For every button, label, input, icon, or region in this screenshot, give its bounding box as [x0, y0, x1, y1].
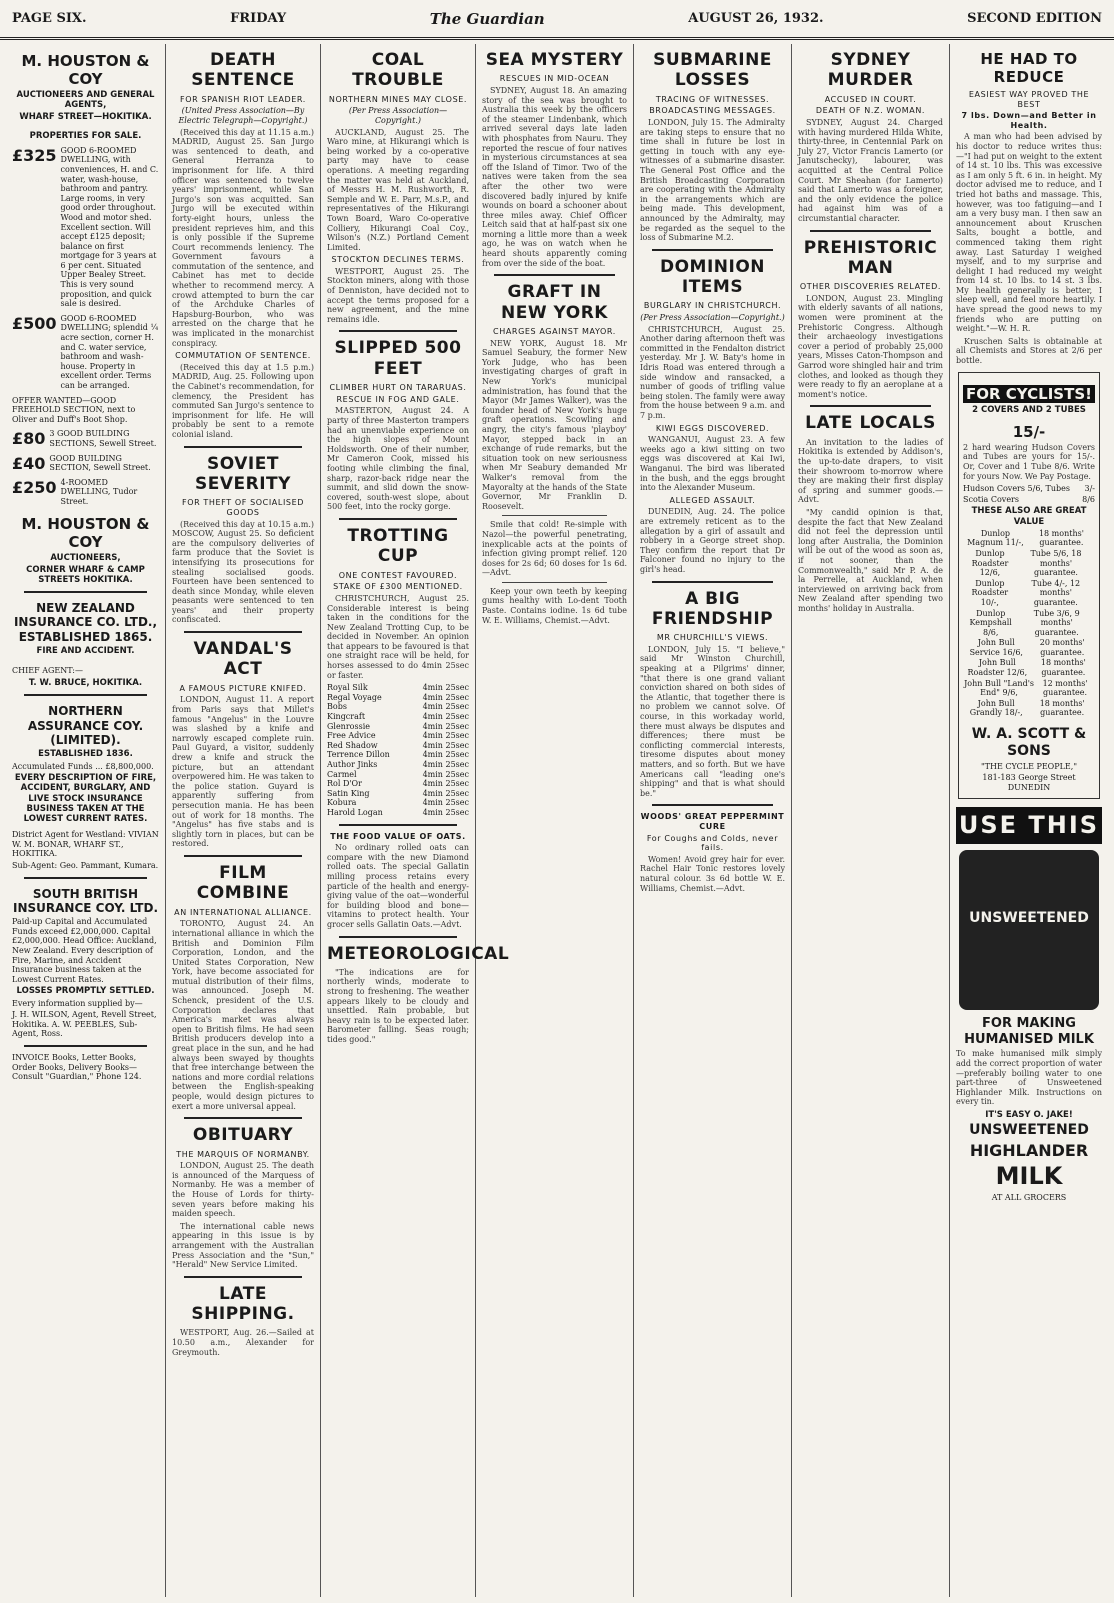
- advert-heading: WOODS' GREAT PEPPERMINT CURE: [640, 812, 785, 831]
- column-5: [634, 44, 792, 1597]
- divider: [652, 581, 773, 583]
- divider: [652, 804, 773, 806]
- subhead: TRACING OF WITNESSES.: [655, 94, 770, 104]
- headline-obituary: OBITUARY: [192, 1125, 294, 1146]
- firm-role: AUCTIONEERS AND GENERAL AGENTS,: [16, 90, 155, 111]
- advert-text: 2 hard wearing Hudson Covers and Tubes are yours for 15/-. Or, Cover and 1 Tube 8/6. Write for yours Now. We Pay Postage.: [963, 442, 1095, 481]
- advert-text: To make humanised milk simply add the correct proportion of water—preferably boiling water to one part-three of Unsweetened Highlander Milk. Instructions on every tin.: [956, 1049, 1102, 1107]
- divider: [652, 249, 773, 251]
- masthead: [0, 0, 1114, 40]
- subhead: EASIEST WAY PROVED THE BEST: [968, 90, 1090, 109]
- day: FRIDAY: [230, 11, 287, 26]
- subhead: COMMUTATION OF SENTENCE.: [175, 351, 311, 361]
- result-row: Author Jinks 4min 25sec: [327, 760, 469, 769]
- article-body: WESTPORT, Aug. 26.—Sailed at 10.50 a.m., Alexander for Greymouth.: [172, 1328, 314, 1357]
- headline-meteorological: METEOROLOGICAL: [327, 943, 510, 964]
- article-body: LONDON, August 11. A report from Paris says that Millet's famous "Angelus" in the Louvre was slashed by a knife and narrowly escaped complete ruin. Paul Guyard, a visitor, suddenly drew a knife and struck the picture, but an attendant overpowered him. He was taken to the police station. Guyard is apparently suffering from persecution mania. He has been out of work for 18 months. The "Angelus" has five stabs and is slightly torn in places, but can be restored.: [172, 695, 314, 849]
- column-7-advertisements: [950, 44, 1108, 1597]
- headline-death-sentence: DEATH SENTENCE: [191, 50, 295, 91]
- northern-description: EVERY DESCRIPTION OF FIRE, ACCIDENT, BURGLARY, AND LIVE STOCK INSURANCE BUSINESS TAKEN AT THE LOWEST CURRENT RATES.: [14, 773, 157, 824]
- fire-accident: FIRE AND ACCIDENT.: [36, 646, 135, 657]
- subhead: CHARGES AGAINST MAYOR.: [493, 327, 616, 337]
- article-body: WANGANUI, August 23. A few weeks ago a kiwi sitting on two eggs was discovered at Kai Iwi, Wanganui. The bird was liberated in the bush, and the eggs brought into the Alexander Museum.: [640, 435, 785, 493]
- article-body: DUNEDIN, Aug. 24. The police are extremely reticent as to the allegation by a girl of assault and robbery in a George street shop. They confirm the report that Dr Falconer found no injury to the girl's head.: [640, 507, 785, 574]
- subhead: ACCUSED IN COURT.: [824, 94, 917, 104]
- subhead: STAKE OF £300 MENTIONED.: [333, 582, 463, 592]
- tire-row: Dunlop Roadster 12/6, Tube 5/6, 18 months' guarantee.: [971, 548, 1082, 578]
- edition: SECOND EDITION: [967, 11, 1102, 26]
- covers-tubes: 2 COVERS AND 2 TUBES: [972, 404, 1086, 415]
- result-row: Royal Silk 4min 25sec: [327, 683, 469, 693]
- property-listing: OFFER WANTED—GOOD FREEHOLD SECTION, next to Oliver and Duff's Boot Shop.: [12, 395, 136, 424]
- article-body: AUCKLAND, August 25. The Waro mine, at Hikurangi which is being worked by a co-operative party may have to cease operations. A meeting regarding the matter was held at Auckland, of Messrs H. M. Rushworth, R. Semple and W. E. Parr, M.s.P., and representatives of the Hikurangi Town Board, Waro Co-operative Colliery, Hikurangi Coal Coy., Wilson's (N.Z.) Portland Cement Limited.: [327, 127, 469, 252]
- divider: [184, 1117, 302, 1119]
- firm-name: M. HOUSTON & COY: [21, 52, 150, 88]
- subhead: A FAMOUS PICTURE KNIFED.: [179, 683, 307, 693]
- divider: [339, 330, 457, 332]
- subhead: DEATH OF N.Z. WOMAN.: [815, 106, 926, 116]
- subhead: STOCKTON DECLINES TERMS.: [331, 255, 465, 265]
- credit: (United Press Association—By Electric Telegraph—Copyright.): [178, 106, 308, 125]
- brand-milk: MILK: [995, 1162, 1063, 1191]
- column-6: [792, 44, 950, 1597]
- headline-submarine-losses: SUBMARINE LOSSES: [653, 50, 772, 91]
- result-row: Terrence Dillon 4min 25sec: [327, 750, 469, 760]
- advert-text: Women! Avoid grey hair for ever. Rachel Hair Tonic restores lovely natural colour. 3s 6d bottle W. E. Williams, Chemist.—Advt.: [640, 854, 785, 893]
- divider: [24, 694, 147, 696]
- headline-he-had-to-reduce: HE HAD TO REDUCE: [980, 50, 1078, 86]
- headline-graft-in-new-york: GRAFT IN NEW YORK: [501, 282, 608, 323]
- property-listing: £500 GOOD 6-ROOMED DWELLING; splendid ¼ acre section, corner H. and C. water service, bathroom and wash-house. Property in excellent order. Terms can be arranged.: [12, 313, 159, 390]
- tire-row: John Bull "Land's End" 9/6, 12 months' guarantee.: [964, 678, 1088, 698]
- info-supplied: Every information supplied by—: [12, 998, 143, 1008]
- divider: [24, 1045, 147, 1047]
- column-2: [166, 44, 321, 1597]
- advert-text: Keep your own teeth by keeping gums healthy with Lo-dent Tooth Paste. Contains iodine. 1s 6d tube W. E. Williams, Chemist.—Advt.: [482, 586, 627, 625]
- chief-agent-label: CHIEF AGENT:—: [12, 666, 83, 676]
- advert-text: A man who had been advised by his doctor to reduce writes thus:—"I had put on weight to the extent of 14 st. 10 lbs. This was excessive as I am only 5 ft. 6 in. in height. My doctor advised me to reduce, and I tried hot baths and massage. This, however, was too fatiguing—and I am a very busy man. I then saw an announcement about Kruschen Salts, bought a bottle, and commenced taking them right away. Last Saturday I weighed myself, and to my surprise and delight I had reduced my weight from 14 st. 10 lbs. to 14 st. 3 lbs. My health generally is better, I sleep well, and feel more heartily. I have spread the good news to my friends who are putting on weight."—W. H. R.: [956, 132, 1102, 334]
- headline-late-locals: LATE LOCALS: [805, 413, 936, 434]
- property-listing: £40 GOOD BUILDING SECTION, Sewell Street.: [12, 453, 151, 473]
- cyclists-price: 15/-: [1012, 422, 1046, 441]
- subhead: MR CHURCHILL'S VIEWS.: [656, 633, 769, 643]
- article-body: TORONTO, August 24. An international alliance in which the British and Dominion Film Corporation, London, and the United States Corporation, New York, have become associated for mutual distribution of their films, was announced. Joseph M. Schenck, president of the U.S. Corporation declares that America's market was always open to British films. He had seen British producers develop into a great place in the sun, and he had always been swayed by thoughts that free interchange between the nations and more cordial relations between the English-speaking people, would design pictures to exert a more universal appeal.: [172, 919, 314, 1111]
- headline-vandals-act: VANDAL'S ACT: [193, 639, 293, 680]
- article-body: WESTPORT, August 25. The Stockton miners, along with those of Denniston, have decided not to accept the terms proposed for a new agreement, and the mine remains idle.: [327, 266, 469, 324]
- credit: (Per Press Association—Copyright.): [640, 313, 785, 323]
- result-row: Regal Voyage 4min 25sec: [327, 692, 469, 702]
- tire-row: Dunlop Magnum 11/-, 18 months' guarantee.: [967, 528, 1084, 548]
- article-body: An invitation to the ladies of Hokitika is extended by Addison's, the up-to-date drapers, to visit their showroom to-morrow where they are making their first display of spring and summer goods.—Advt.: [798, 437, 943, 505]
- result-row: Kingcraft 4min 25sec: [327, 712, 469, 722]
- south-british-heading: SOUTH BRITISH INSURANCE COY. LTD.: [12, 886, 159, 915]
- columns: [6, 44, 1108, 1597]
- article-body: LONDON, August 23. Mingling with elderly savants of all nations, women were prominent at the Prehistoric Congress. Although their archaeology investigations cover a period of probably 25,000 years, Misses Caton-Thompson and Garrod wore shingled hair and trim clothes, and looked as though they were ready to fly an aeroplane at a moment's notice.: [798, 293, 943, 399]
- also-great-value: THESE ALSO ARE GREAT VALUE: [971, 506, 1087, 527]
- article-body: NEW YORK, August 18. Mr Samuel Seabury, the former New York Judge, who has been investigating charges of graft in New York's municipal administration, has found that the Mayor (Mr James Walker), was the founder head of New York's huge graft operations. Scowling and angry, the city's famous 'playboy' Mayor, stepped back in an exchange of rude remarks, but the situation took on new seriousness when Mr Seabury demanded Mr Walker's removal from the Mayoralty at the hands of the State Governor, Mr Franklin D. Roosevelt.: [482, 338, 627, 511]
- scott-sons: W. A. SCOTT & SONS: [971, 726, 1087, 759]
- article-body: MASTERTON, August 24. A party of three Masterton trampers had an unenviable experience on the high slopes of Mount Holdsworth. One of their number, Mr Cameron Cook, missed his footing while climbing the final, sharp, razor-back ridge near the summit, and slid down the snow-covered, south-west slope, about 500 feet, into the rocky gorge.: [327, 406, 469, 512]
- tire-row: John Bull Roadster 12/6, 18 months' guarantee.: [967, 658, 1086, 678]
- divider: [810, 230, 931, 232]
- properties-heading: PROPERTIES FOR SALE.: [29, 130, 142, 141]
- divider: [502, 582, 607, 583]
- paper-title: The Guardian: [429, 9, 545, 28]
- headline-coal-trouble: COAL TROUBLE: [352, 50, 444, 91]
- headline-sea-mystery: SEA MYSTERY: [485, 50, 624, 70]
- use-this-banner: USE THIS: [956, 807, 1102, 844]
- divider: [24, 877, 147, 879]
- article-body: CHRISTCHURCH, August 25. Considerable interest is being taken in the conditions for the New Zealand Trotting Cup, to be decided in November. An opinion that appears to be favoured is that one straight race will be held, for horses assessed to do 4min 25sec or faster.: [327, 593, 469, 680]
- for-making-heading: FOR MAKING HUMANISED MILK: [964, 1016, 1094, 1047]
- result-row: Rol D'Or 4min 25sec: [327, 779, 469, 789]
- divider: [339, 518, 457, 520]
- result-row: Free Advice 4min 25sec: [327, 731, 469, 741]
- scott-address: 181-183 George Street DUNEDIN: [982, 773, 1076, 792]
- can-label: UNSWEETENED: [969, 910, 1089, 927]
- brand-highlander: HIGHLANDER: [969, 1140, 1089, 1160]
- subhead: FOR SPANISH RIOT LEADER.: [180, 94, 306, 104]
- headline-prehistoric-man: PREHISTORIC MAN: [803, 237, 938, 278]
- subhead: RESCUES IN MID-OCEAN: [499, 74, 610, 84]
- milk-can-icon: [959, 850, 1099, 1010]
- northern-assurance-heading: NORTHERN ASSURANCE COY. (LIMITED).: [27, 704, 144, 748]
- result-row: Bobs 4min 25sec: [327, 702, 469, 712]
- issue-date: AUGUST 26, 1932.: [688, 11, 824, 26]
- result-row: Satin King 4min 25sec: [327, 788, 469, 798]
- trotting-results: [327, 683, 469, 817]
- property-listing: £80 3 GOOD BUILDING SECTIONS, Sewell Street.: [12, 429, 157, 449]
- headline-soviet-severity: SOVIET SEVERITY: [195, 453, 291, 494]
- tire-row: Dunlop Roadster 10/-, Tube 4/-, 12 months' guarantee.: [971, 578, 1081, 607]
- subhead: 7 lbs. Down—and Better in Health.: [961, 111, 1097, 130]
- cyclists-ad: [958, 372, 1100, 800]
- article-body: "My candid opinion is that, despite the fact that New Zealand did not feel the depression until long after Australia, the Dominion will be out of the wood as soon as, if not sooner, than the Commonwealth," said Mr P. A. de la Perrelle, at Auckland, when interviewed on arriving back from New Zealand after spending two months' holiday in Australia.: [798, 507, 943, 613]
- tire-row: Hudson Covers 5/6, Tubes 3/-: [963, 484, 1095, 494]
- headline-film-combine: FILM COMBINE: [196, 862, 290, 904]
- article-body: LONDON, July 15. The Admiralty are taking steps to ensure that no time shall in future be lost in getting in touch with any eye-witnesses of a submarine disaster. The General Post Office and the British Broadcasting Corporation are cooperating with the Admiralty in the arrangements which are being made. This development, announced by the Admiralty, may be regarded as the sequel to the loss of Submarine M.2.: [640, 117, 785, 243]
- losses-settled: LOSSES PROMPTLY SETTLED.: [16, 986, 155, 997]
- invoice-ad: INVOICE Books, Letter Books, Order Books, Delivery Books—Consult "Guardian," Phone 124.: [12, 1053, 142, 1082]
- headline-late-shipping: LATE SHIPPING.: [191, 1283, 295, 1325]
- firm-address: WHARF STREET—HOKITIKA.: [19, 112, 152, 123]
- result-row: Red Shadow 4min 25sec: [327, 740, 469, 750]
- article-body: No ordinary rolled oats can compare with the new Diamond rolled oats. The special Gallatin milling process retains every particle of the health and energy-giving value of the oat—wonderful for building blood and bone—vitamins to protect health. Your grocer sells Gallatin Oats.—Advt.: [327, 843, 469, 929]
- subhead: THE MARQUIS OF NORMANBY.: [176, 1149, 310, 1159]
- district-agent: District Agent for Westland: VIVIAN W. M. BONAR, WHARF ST., HOKITIKA.: [12, 830, 159, 859]
- article-body: "The indications are for northerly winds, moderate to strong to freshening. The weather appears likely to be cloudy and unsettled. Rain probable, but heavy rain is to be expected later. Barometer falling. Seas rough; tides good.": [327, 967, 469, 1045]
- divider: [810, 405, 931, 407]
- subhead: RESCUE IN FOG AND GALE.: [336, 394, 460, 404]
- result-row: Glenrossie 4min 25sec: [327, 721, 469, 731]
- divider: [24, 591, 147, 593]
- nz-insurance-heading: NEW ZEALAND INSURANCE CO. LTD., ESTABLISHED 1865.: [13, 601, 158, 644]
- property-listing: £325 GOOD 6-ROOMED DWELLING, with conveniences, H. and C. water, wash-house, bathroom and pantry. Large rooms, in very good order throughout. Wood and motor shed. Excellent section. Will accept £125 deposit; balance on first mortgage for 3 years at 6 per cent. Situated Upper Bealey Street. This is very sound proposition, and quick sale is desired.: [12, 145, 159, 309]
- divider: [339, 824, 457, 826]
- cycle-people: "THE CYCLE PEOPLE,": [981, 761, 1077, 771]
- subhead: BROADCASTING MESSAGES.: [649, 106, 776, 116]
- column-4: [476, 44, 634, 1597]
- divider: [184, 1276, 302, 1278]
- column-advertisements: [6, 44, 166, 1597]
- tire-row: John Bull Grandly 18/-, 18 months' guarantee.: [969, 698, 1085, 718]
- article-body: (Received this day at 11.15 a.m.) MADRID, August 25. San Jurgo was sentenced to death, and General Herranza to imprisonment for life. A third officer was sentenced to twelve years' imprisonment, while San Jurgo's son was acquitted. San Jurgo will be executed within forty-eight hours, unless the president reprieves him, and this is only possible if the Supreme Court recommends leniency. The Government favours a commutation of the sentence, and Cabinet has met to decide whether to recommend mercy. A crowd attempted to burn the car of the Archduke Charles of Hapsburg-Bourbon, who was arrested on the charge that he was implicated in the monarchist conspiracy.: [172, 127, 314, 348]
- result-row: Harold Logan 4min 25sec: [327, 807, 469, 817]
- article-body: LONDON, July 15. "I believe," said Mr Winston Churchill, speaking at a Pilgrims' dinner, "that there is one grand valiant conviction shared on both sides of the Atlantic, that together there is no problem we cannot solve. Of course, in this workaday world, there must always be disputes and differences; there must be conflicting commercial interests, tiresome disputes about money matters, and so forth. But we have Americans call "leading one's shipping" and that is what should be.": [640, 644, 785, 798]
- subhead: AN INTERNATIONAL ALLIANCE.: [174, 907, 312, 917]
- south-british-description: Paid-up Capital and Accumulated Funds exceed £2,000,000. Capital £2,000,000. Head Office: Auckland, New Zealand. Every description of Fire, Marine, and Accident Insurance business taken at the Lowest Current Rates.: [12, 917, 157, 984]
- subhead: CLIMBER HURT ON TARARUAS.: [329, 383, 467, 393]
- headline-dominion-items: DOMINION ITEMS: [659, 256, 766, 298]
- subhead: NORTHERN MINES MAY CLOSE.: [328, 94, 468, 104]
- article-body: CHRISTCHURCH, August 25. Another daring afternoon theft was committed in the Fendalton district yesterday. Mr J. W. Baty's home in Idris Road was entered through a side window and ransacked, a number of goods of trifling value being stolen. The family were away from the house between 9 a.m. and 7 p.m.: [640, 324, 785, 420]
- advert-text: Smile that cold! Re-simple with Nazol—the powerful penetrating, inexplicable acts at the points of infection giving prompt relief. 120 doses for 2s 6d; 60 doses for 1s 6d.—Advt.: [482, 520, 627, 578]
- headline-a-big-friendship: A BIG FRIENDSHIP: [651, 588, 774, 629]
- tire-row: Scotia Covers 8/6: [963, 494, 1095, 504]
- article-body: (Received this day at 1.5 p.m.) MADRID, Aug. 25. Following upon the Cabinet's recommendation, for clemency, the President has commuted San Jurgo's sentence to imprisonment for life. He will probably be sent to a remote colonial island.: [172, 362, 314, 439]
- divider: [339, 936, 457, 938]
- article-body: The international cable news appearing in this issue is by arrangement with the Australian Press Association and the "Sun," "Herald" New Service Limited.: [172, 1221, 314, 1270]
- divider: [184, 631, 302, 633]
- easy-slogan: IT'S EASY O. JAKE!: [985, 1109, 1073, 1120]
- firm-role-2: AUCTIONEERS,: [50, 552, 121, 563]
- cyclists-heading: FOR CYCLISTS!: [963, 385, 1095, 403]
- divider: [184, 446, 302, 448]
- firm-address-2: CORNER WHARF & CAMP STREETS HOKITIKA.: [26, 564, 145, 585]
- subhead: OTHER DISCOVERIES RELATED.: [799, 282, 942, 292]
- result-row: Kobura 4min 25sec: [327, 798, 469, 808]
- tire-row: John Bull Service 16/6, 20 months' guarantee.: [969, 638, 1085, 657]
- article-body: LONDON, August 25. The death is announced of the Marquess of Normanby. He was a member of the House of Lords for thirty-seven years before making his maiden speech.: [172, 1161, 314, 1219]
- property-listing: £250 4-ROOMED DWELLING, Tudor Street.: [12, 477, 138, 506]
- headline-sydney-murder: SYDNEY MURDER: [827, 50, 914, 91]
- firm-name-2: M. HOUSTON & COY: [21, 514, 150, 551]
- subhead: KIWI EGGS DISCOVERED.: [655, 423, 770, 433]
- at-all-grocers: AT ALL GROCERS: [991, 1192, 1067, 1202]
- established: ESTABLISHED 1836.: [38, 749, 133, 760]
- agents: J. H. WILSON, Agent, Revell Street, Hokitika. A. W. PEEBLES, Sub-Agent, Ross.: [12, 1010, 157, 1039]
- headline-slipped-500-feet: SLIPPED 500 FEET: [334, 338, 462, 379]
- subhead: FOR THEFT OF SOCIALISED GOODS: [182, 498, 304, 517]
- article-body: SYDNEY, August 18. An amazing story of the sea was brought to Australia this week by the officers of the steamer Lindenbank, which arrived several days late laden with phosphates from Nauru. They reported the rescue of four natives in mysterious circumstances at sea off the Island of Timor. Two of the natives were taken from the sea after the other two were discovered badly injured by knife wounds on board a schooner about three miles away. Chief Officer Leitch said that at half-past six one morning a little more than a week ago, he was on watch when he heard shouts apparently coming from over the side of the boat.: [482, 85, 627, 268]
- divider: [494, 274, 615, 276]
- credit: (Per Press Association—Copyright.): [348, 106, 448, 125]
- divider: [184, 855, 302, 857]
- chief-agent: T. W. BRUCE, HOKITIKA.: [28, 678, 143, 689]
- advert-text: Kruschen Salts is obtainable at all Chemists and Stores at 2/6 per bottle.: [956, 336, 1102, 366]
- subhead: ONE CONTEST FAVOURED.: [338, 570, 458, 580]
- brand-unsweetened: UNSWEETENED: [969, 1122, 1089, 1139]
- accumulated-funds: Accumulated Funds ... £8,800,000.: [12, 761, 154, 771]
- subhead: BURGLARY IN CHRISTCHURCH.: [643, 301, 782, 311]
- article-body: (Received this day at 10.15 a.m.) MOSCOW, August 25. So deficient are the compulsory deliveries of farm produce that the Soviet is intensifying its prosecutions for stealing socialised goods. Fourteen have been sentenced to death since Monday, while eleven peasants were sentenced to ten years' and their property confiscated.: [172, 519, 314, 625]
- headline-food-value-oats: THE FOOD VALUE OF OATS.: [330, 831, 466, 841]
- page-number: PAGE SIX.: [12, 11, 87, 26]
- column-3: [321, 44, 510, 1597]
- article-body: SYDNEY, August 24. Charged with having murdered Hilda White, thirty-three, in Centennial Park on July 27, Victor Francis Lamerto (or Janutschecky), labourer, was acquitted at the Central Police Court. Mr Sheahan (for Lamerto) said that Lamerto was a foreigner, and the only evidence the police had against him was of a circumstantial character.: [798, 117, 943, 223]
- subhead: For Coughs and Colds, never fails.: [646, 833, 779, 853]
- headline-trotting-cup: TROTTING CUP: [347, 525, 449, 567]
- divider: [502, 515, 607, 516]
- sub-agent: Sub-Agent: Geo. Pammant, Kumara.: [12, 860, 159, 870]
- tire-row: Dunlop Kempshall 8/6, Tube 3/6, 9 months' guarantee.: [969, 608, 1080, 637]
- result-row: Carmel 4min 25sec: [327, 769, 469, 779]
- subhead: ALLEGED ASSAULT.: [669, 495, 756, 505]
